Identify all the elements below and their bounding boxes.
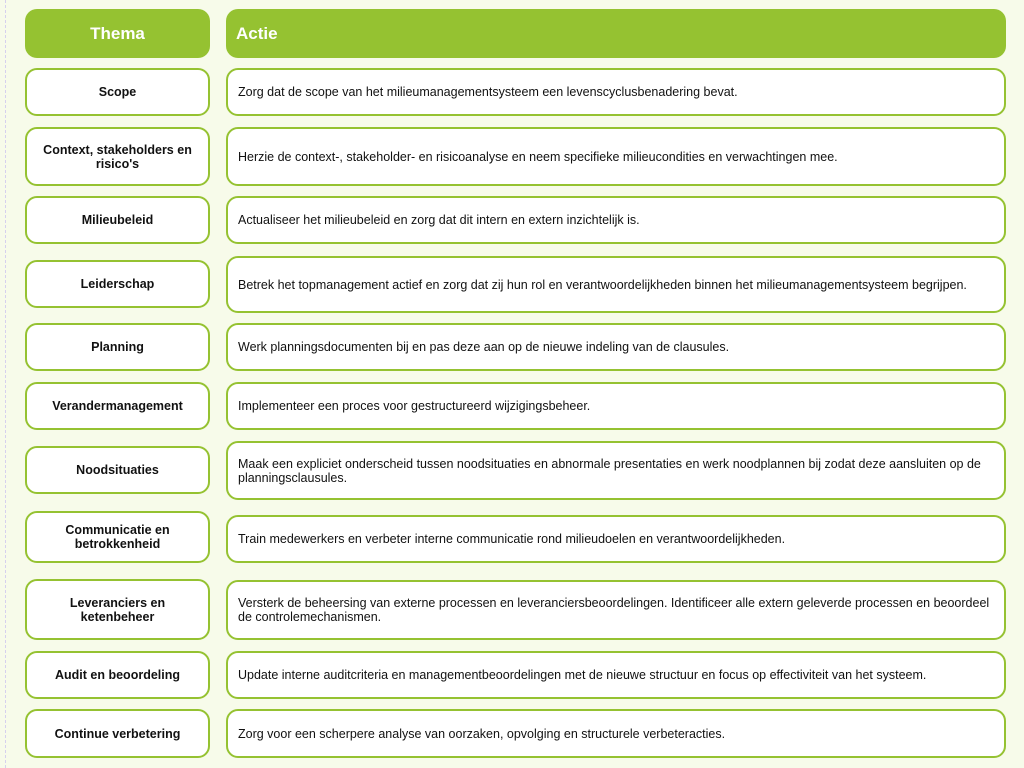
header-theme: Thema bbox=[25, 9, 210, 58]
action-cell: Zorg voor een scherpere analyse van oorzaken, opvolging en structurele verbeteracties. bbox=[226, 709, 1006, 758]
theme-cell: Audit en beoordeling bbox=[25, 651, 210, 699]
action-cell: Werk planningsdocumenten bij en pas deze aan op de nieuwe indeling van de clausules. bbox=[226, 323, 1006, 371]
header-action: Actie bbox=[226, 9, 1006, 58]
theme-cell: Noodsituaties bbox=[25, 446, 210, 494]
theme-cell: Communicatie en betrokkenheid bbox=[25, 511, 210, 563]
action-cell: Train medewerkers en verbeter interne communicatie rond milieudoelen en verantwoordelijkheden. bbox=[226, 515, 1006, 563]
page-edge bbox=[5, 0, 6, 768]
action-cell: Maak een expliciet onderscheid tussen noodsituaties en abnormale presentaties en werk noodplannen bij zodat deze aansluiten op de planningsclausules. bbox=[226, 441, 1006, 500]
action-cell: Herzie de context-, stakeholder- en risicoanalyse en neem specifieke milieucondities en verwachtingen mee. bbox=[226, 127, 1006, 186]
action-cell: Update interne auditcriteria en managementbeoordelingen met de nieuwe structuur en focus op effectiviteit van het systeem. bbox=[226, 651, 1006, 699]
theme-cell: Verandermanagement bbox=[25, 382, 210, 430]
action-cell: Versterk de beheersing van externe processen en leveranciersbeoordelingen. Identificeer alle extern geleverde processen en beoordeel de controlemechanismen. bbox=[226, 580, 1006, 640]
theme-cell: Planning bbox=[25, 323, 210, 371]
theme-cell: Leveranciers en ketenbeheer bbox=[25, 579, 210, 640]
theme-cell: Scope bbox=[25, 68, 210, 116]
action-cell: Actualiseer het milieubeleid en zorg dat dit intern en extern inzichtelijk is. bbox=[226, 196, 1006, 244]
action-cell: Zorg dat de scope van het milieumanagementsysteem een levenscyclusbenadering bevat. bbox=[226, 68, 1006, 116]
theme-cell: Milieubeleid bbox=[25, 196, 210, 244]
action-cell: Implementeer een proces voor gestructureerd wijzigingsbeheer. bbox=[226, 382, 1006, 430]
theme-cell: Context, stakeholders en risico's bbox=[25, 127, 210, 186]
action-cell: Betrek het topmanagement actief en zorg dat zij hun rol en verantwoordelijkheden binnen het milieumanagementsysteem begrijpen. bbox=[226, 256, 1006, 313]
theme-cell: Leiderschap bbox=[25, 260, 210, 308]
theme-cell: Continue verbetering bbox=[25, 709, 210, 758]
